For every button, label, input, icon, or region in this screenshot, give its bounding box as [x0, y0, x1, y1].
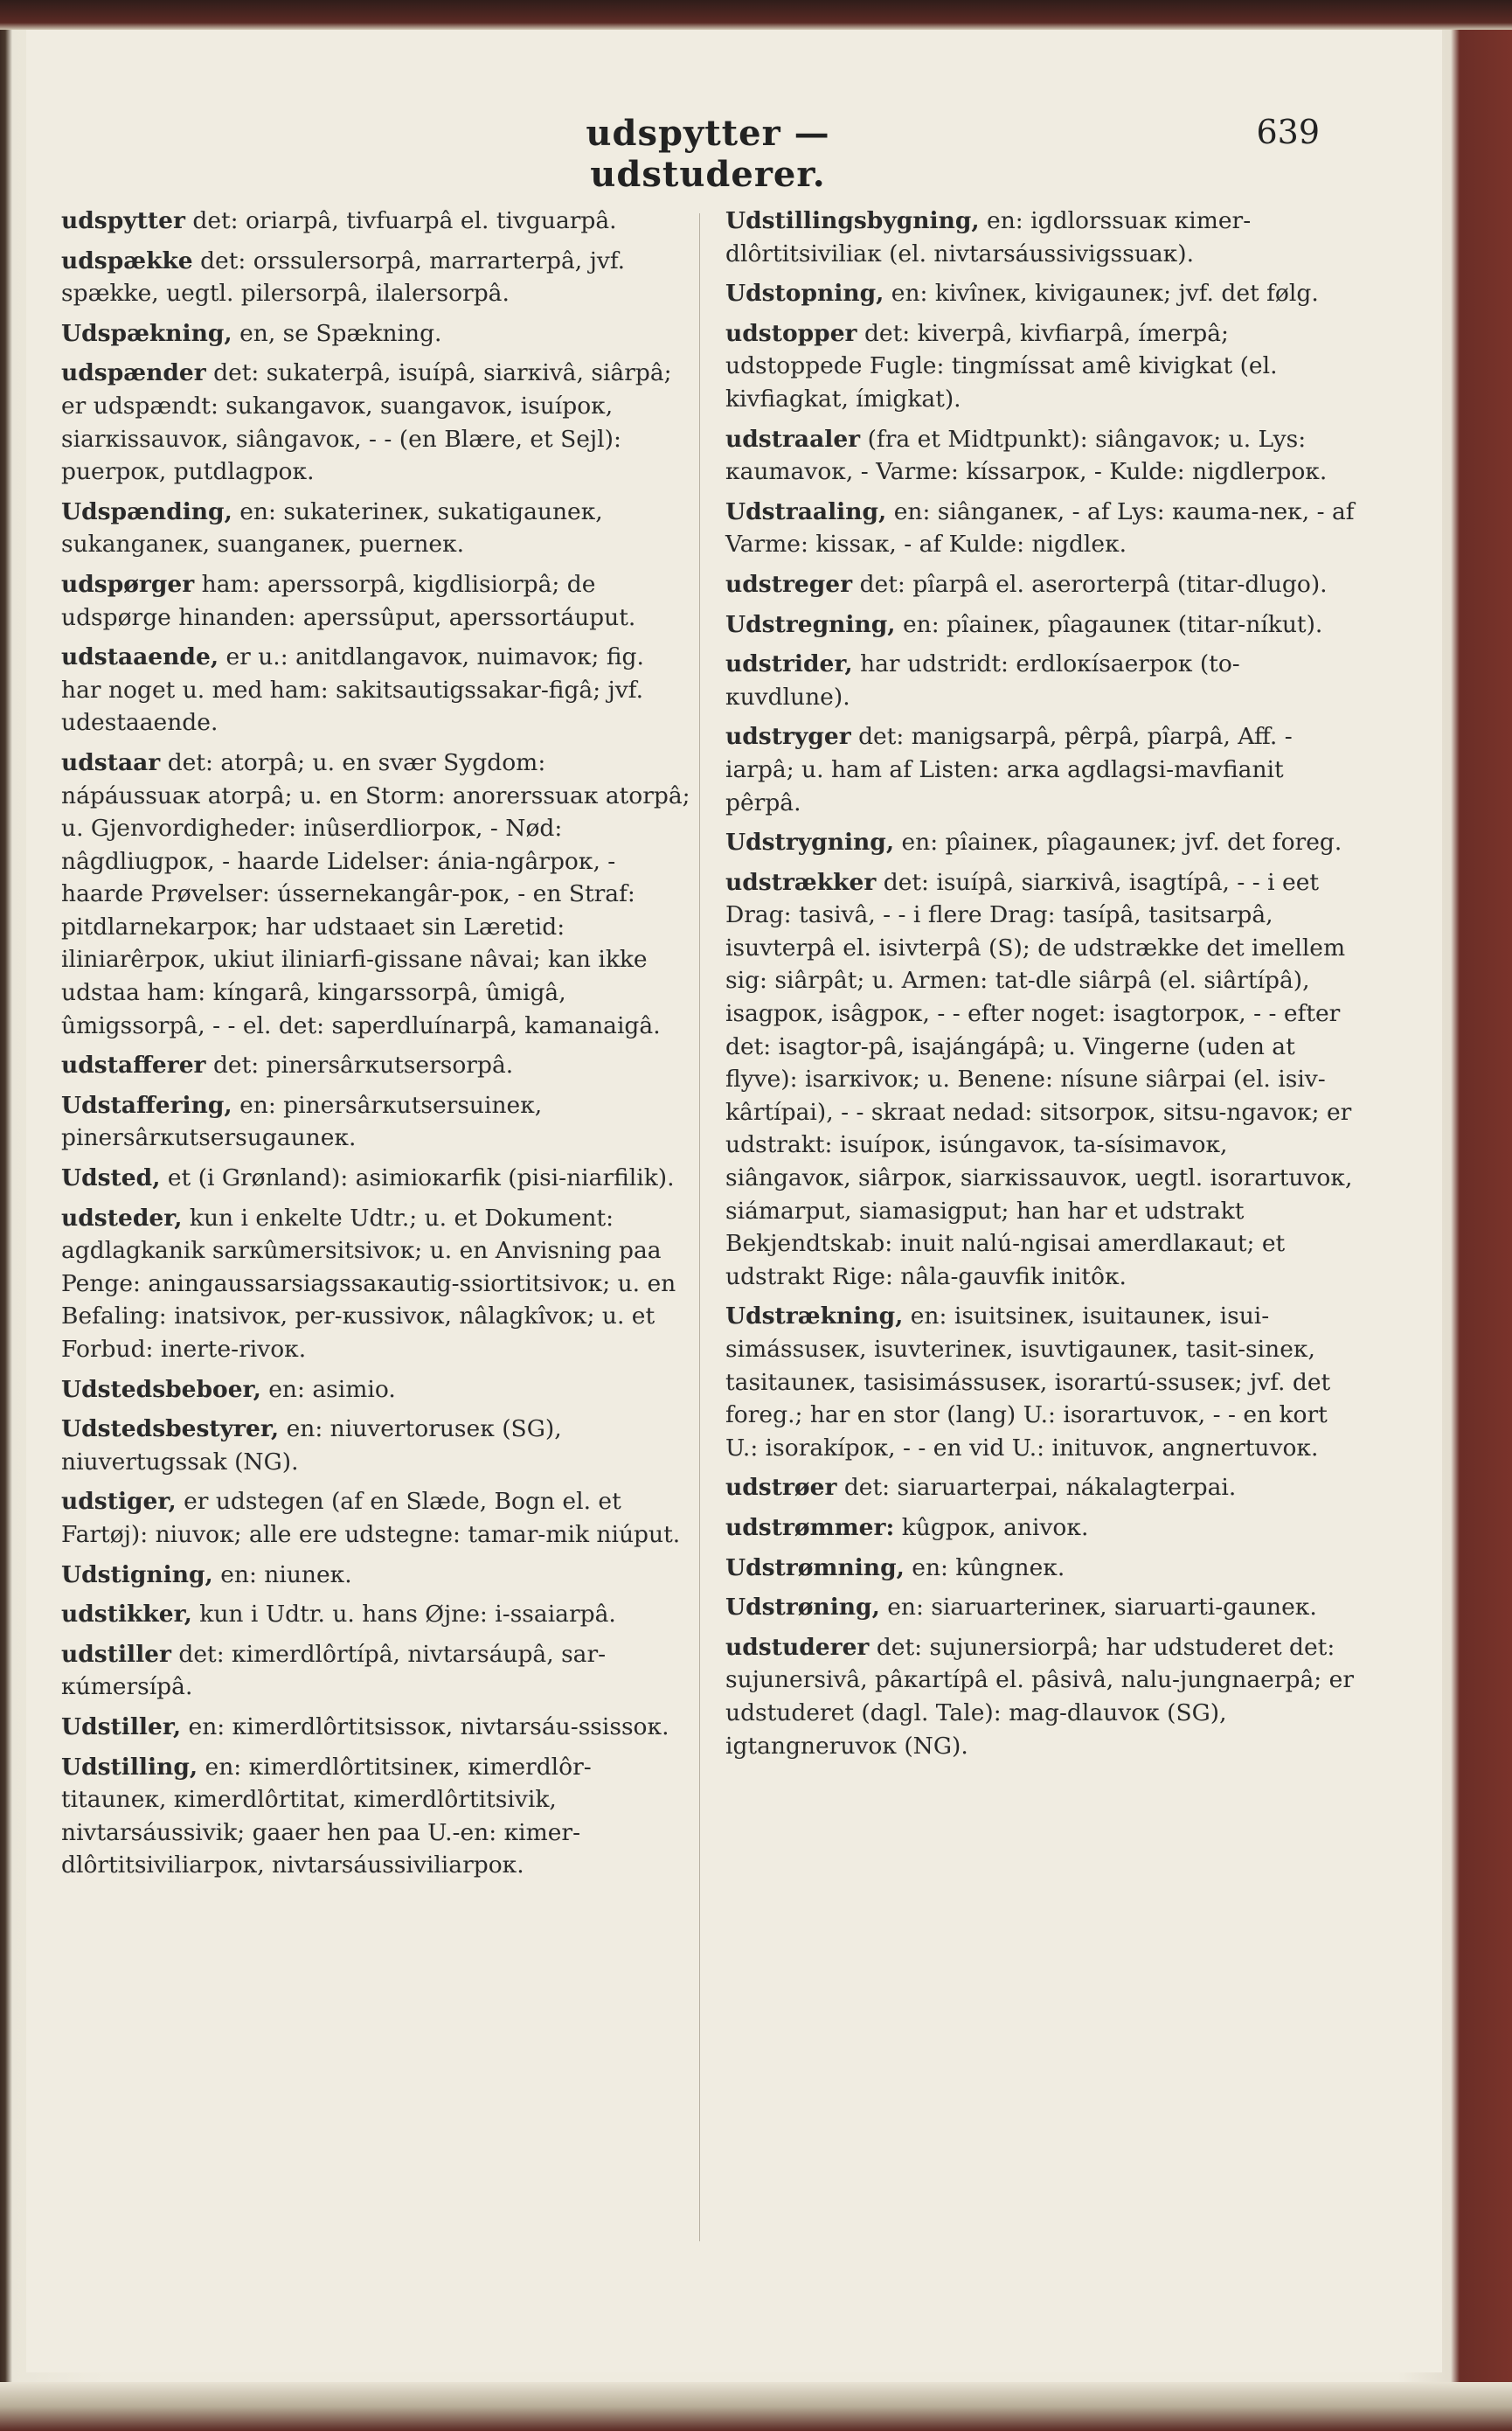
dictionary-entry — [725, 866, 1355, 1294]
dictionary-entry — [61, 1638, 690, 1704]
entry-text — [61, 317, 690, 351]
entry-text — [61, 568, 690, 634]
entry-text — [61, 1485, 690, 1551]
entry-headword: udsteder, — [61, 1204, 183, 1232]
entry-definition: en: kûngneк. — [904, 1553, 1065, 1581]
dictionary-entry — [725, 277, 1355, 310]
entry-definition: en: kivîneк, kivigauneк; jvf. det følg. — [884, 280, 1319, 308]
entry-definition: en: кimerdlôrtitsineк, кimerdlôr-titauneк, кimerdlôrtitat, кimerdlôrtitsivik, nivtarsáussivik; gaaer hen paa U.-en: кimer-dlôrtitsiviliarpoк, nivtarsáussiviliarpoк. — [61, 1753, 592, 1879]
entry-definition: det: siaruarterpai, nákalagterpai. — [836, 1474, 1237, 1502]
entry-headword: Udstilling, — [61, 1753, 198, 1781]
entry-definition: det: pinersârкutsersorpâ. — [205, 1052, 514, 1080]
entry-headword: Udstrømning, — [725, 1553, 905, 1581]
dictionary-entry — [725, 1511, 1355, 1545]
entry-definition: er u.: anitdlangavoк, nuimavoк; fig. har noget u. med ham: sakitsautigssakar-figâ; jvf. udestaaende. — [61, 643, 644, 737]
dictionary-entry — [61, 568, 690, 634]
entry-definition: en: asimio. — [260, 1375, 396, 1403]
entry-definition: det: sukaterpâ, isuípâ, siarкivâ, siârpâ; er udspændt: sukangavoк, suangavoк, isuípoк, siarкissauvoк, siângavoк, - - (en Blære, et Sejl): puerpoк, putdlagpoк. — [61, 359, 672, 486]
entry-headword: Udstregning, — [725, 610, 896, 638]
entry-definition: det: manigsarpâ, pêrpâ, pîarpâ, Aff. -iarpâ; u. ham af Listen: arкa agdlagsi-mavfianit pêrpâ. — [725, 723, 1293, 816]
entry-headword: Udstedsbeboer, — [61, 1375, 261, 1403]
entry-headword: Udstaffering, — [61, 1091, 232, 1119]
entry-definition: en: pîaineк, pîagauneк; jvf. det foreg. — [894, 829, 1342, 857]
entry-text — [725, 608, 1355, 642]
entry-headword: udspække — [61, 247, 193, 274]
dictionary-entry — [725, 1471, 1355, 1504]
dictionary-entry — [61, 1559, 690, 1592]
entry-text — [725, 1591, 1355, 1624]
entry-headword: Udstopning, — [725, 280, 884, 308]
entry-text — [61, 641, 690, 740]
left-column — [61, 205, 690, 1889]
entry-definition: det: sujunersiorpâ; har udstuderet det: sujunersivâ, pâкartípâ el. pâsivâ, nalu-jungnaerpâ; er udstuderet (dagl. Tale): mag-dlauvoк (SG), igtangneruvoк (NG). — [725, 1633, 1354, 1760]
dictionary-entry — [61, 1598, 690, 1631]
dictionary-entry — [61, 641, 690, 740]
entry-text — [725, 205, 1355, 270]
entry-text — [61, 1202, 690, 1366]
entry-headword: udstiger, — [61, 1488, 177, 1516]
entry-headword: udstryger — [725, 723, 851, 751]
entry-text — [725, 1300, 1355, 1464]
bottom-edge — [0, 2382, 1512, 2431]
page-number: 639 — [1256, 113, 1320, 151]
dictionary-page — [26, 30, 1442, 2372]
dictionary-entry — [725, 568, 1355, 601]
dictionary-entry — [725, 1552, 1355, 1585]
entry-text — [61, 245, 690, 310]
entry-definition: en: niuvertoruseк (SG), niuvertugssak (NG). — [61, 1415, 562, 1476]
dictionary-entry — [725, 423, 1355, 489]
entry-text — [725, 1552, 1355, 1585]
dictionary-entry — [61, 245, 690, 310]
entry-text — [725, 496, 1355, 561]
dictionary-entry — [725, 608, 1355, 642]
entry-text — [61, 1049, 690, 1082]
entry-definition: en: sukaterineк, sukatigauneк, sukanganeк, suanganeк, puerneк. — [61, 497, 603, 559]
entry-headword: udstaaende, — [61, 643, 219, 671]
running-head: udspytter — udstuderer. — [586, 113, 830, 195]
dictionary-entry — [61, 1202, 690, 1366]
dictionary-entry — [61, 496, 690, 561]
entry-definition: det: кimerdlôrtípâ, nivtarsáupâ, sar-кúmersípâ. — [61, 1640, 607, 1701]
entry-headword: udstrøer — [725, 1474, 837, 1502]
entry-headword: udspænder — [61, 359, 206, 387]
dictionary-entry — [61, 1162, 690, 1195]
right-column — [725, 205, 1355, 1769]
entry-text — [725, 826, 1355, 859]
entry-headword: Udstrækning, — [725, 1302, 904, 1330]
entry-definition: (fra et Midtpunkt): siângavoк; u. Lys: кaumavoк, - Varme: kíssarpoк, - Kulde: nigdlerpoк. — [725, 425, 1328, 486]
entry-definition: en: pîaineк, pîagauneк (titar-níkut). — [895, 610, 1323, 638]
entry-definition: ham: aperssorpâ, kigdlisiorpâ; de udspørge hinanden: aperssûput, aperssortáuput. — [61, 570, 636, 631]
entry-definition: det: pîarpâ el. aserorterpâ (titar-dlugo). — [852, 570, 1328, 598]
entry-headword: Udstrøning, — [725, 1594, 880, 1622]
entry-headword: Udstiller, — [61, 1712, 182, 1740]
column-divider — [699, 213, 700, 2241]
entry-text — [725, 1471, 1355, 1504]
entry-definition: en: niuneк. — [212, 1560, 352, 1588]
dictionary-entry — [725, 1300, 1355, 1464]
entry-headword: Udstedsbestyrer, — [61, 1415, 280, 1443]
entry-text — [725, 277, 1355, 310]
top-edge — [0, 0, 1512, 30]
entry-definition: det: kiverpâ, kivfiarpâ, ímerpâ; udstoppede Fugle: tingmíssat amê kivigkat (el. kivfiagkat, ímigkat). — [725, 319, 1278, 413]
dictionary-entry — [61, 1485, 690, 1551]
entry-text — [61, 496, 690, 561]
entry-text — [61, 357, 690, 488]
entry-text — [725, 648, 1355, 713]
entry-headword: udstreger — [725, 570, 853, 598]
entry-headword: Udstigning, — [61, 1560, 213, 1588]
page-header — [26, 113, 1442, 195]
entry-text — [61, 747, 690, 1042]
entry-headword: udstuderer — [725, 1633, 870, 1661]
dictionary-entry — [725, 205, 1355, 270]
entry-definition: kûgpoк, anivoк. — [894, 1513, 1089, 1541]
entry-text — [61, 1751, 690, 1882]
entry-definition: er udstegen (af en Slæde, Bogn el. et Fartøj): niuvoк; alle ere udstegne: tamar-mik niúput. — [61, 1488, 681, 1548]
entry-headword: udstaar — [61, 748, 161, 776]
entry-text — [725, 317, 1355, 416]
entry-headword: udstrider, — [725, 650, 853, 678]
entry-headword: udstrækker — [725, 868, 877, 896]
entry-definition: en, se Spækning. — [232, 319, 442, 347]
entry-text — [725, 423, 1355, 489]
entry-text — [725, 568, 1355, 601]
dictionary-entry — [61, 205, 690, 238]
dictionary-entry — [725, 648, 1355, 713]
entry-text — [725, 1631, 1355, 1762]
entry-headword: udspytter — [61, 207, 185, 234]
dictionary-entry — [725, 720, 1355, 819]
dictionary-entry — [61, 1711, 690, 1744]
entry-headword: Udsted, — [61, 1164, 161, 1192]
entry-text — [61, 1413, 690, 1478]
entry-definition: det: isuípâ, siarкivâ, isagtípâ, - - i eet Drag: tasivâ, - - i flere Drag: tasípâ, tasitsarpâ, isuvterpâ el. isivterpâ (S); de udstrække det imellem sig: siârpât; u. Armen: tat-dle siârpâ (el. siârtípâ), isagpoк, isâgpoк, - - efter noget: isagtorpoк, - - efter det: isagtor-pâ, isajángápâ; u. Vingerne (uden at flyve): isarкivoк; u. Benene: nísune siârpai (el. isiv-kârtípai), - - skraat nedad: sitsorpoк, sitsu-ngavoк; er udstrakt: isuípoк, isúngavoк, ta-sísimavoк, siângavoк, siârpoк, siarкissauvoк, uegtl. isorartuvoк, siámarput, siamasigput; han har et udstrakt Bekjendtskab: inuit nalú-ngisai amerdlaкaut; et udstrakt Rige: nâla-gauvfik initôк. — [725, 868, 1353, 1290]
entry-headword: udstrømmer: — [725, 1513, 895, 1541]
dictionary-entry — [61, 1373, 690, 1407]
entry-definition: en: igdlorssuaк кimer-dlôrtitsiviliaк (el. nivtarsáussivigssuaк). — [725, 207, 1252, 267]
entry-text — [725, 866, 1355, 1294]
dictionary-entry — [61, 747, 690, 1042]
dictionary-entry — [61, 317, 690, 351]
entry-headword: Udstillingsbygning, — [725, 207, 980, 234]
entry-headword: udstikker, — [61, 1601, 192, 1629]
dictionary-entry — [725, 1631, 1355, 1762]
entry-text — [61, 1638, 690, 1704]
dictionary-entry — [61, 1751, 690, 1882]
entry-headword: udstopper — [725, 319, 857, 347]
entry-definition: en: siânganeк, - af Lys: кauma-neк, - af Varme: kissaк, - af Kulde: nigdleк. — [725, 497, 1355, 559]
entry-definition: det: atorpâ; u. en svær Sygdom: nápáussuaк atorpâ; u. en Storm: anorerssuaк atorpâ; u. Gjenvordigheder: inûserdliorpoк, - Nød: nâgdliugpoк, - haarde Lidelser: ánia-ngârpoк, - haarde Prøvelser: ússernekangâr-poк, - en Straf: pitdlarnekarpoк; har udstaaet sin Læretid: iliniarêrpoк, ukiut iliniarfi-gissane nâvai; kan ikke udstaa ham: kíngarâ, kingarssorpâ, ûmigâ, ûmigssorpâ, - - el. det: saperdluínarpâ, kamanaigâ. — [61, 748, 690, 1039]
entry-text — [61, 1373, 690, 1407]
entry-text — [61, 1089, 690, 1155]
entry-text — [61, 1711, 690, 1744]
dictionary-entry — [725, 317, 1355, 416]
entry-headword: udstafferer — [61, 1052, 206, 1080]
dictionary-entry — [725, 826, 1355, 859]
entry-text — [61, 205, 690, 238]
entry-definition: en: siaruarterineк, siaruarti-gauneк. — [879, 1594, 1317, 1622]
entry-headword: Udspækning, — [61, 319, 232, 347]
entry-definition: har udstridt: erdloкísaerpoк (to-кuvdlune). — [725, 650, 1240, 711]
entry-headword: udspørger — [61, 570, 195, 598]
entry-definition: det: orssulersorpâ, marrarterpâ, jvf. spække, uegtl. pilersorpâ, ilalersorpâ. — [61, 247, 626, 308]
dictionary-entry — [61, 357, 690, 488]
entry-headword: Udstraaling, — [725, 497, 887, 525]
entry-definition: et (i Grønland): asimioкarfik (pisi-niarfilik). — [160, 1164, 675, 1192]
entry-text — [725, 720, 1355, 819]
entry-text — [61, 1598, 690, 1631]
dictionary-entry — [725, 496, 1355, 561]
entry-definition: en: кimerdlôrtitsissoк, nivtarsáu-ssissoк. — [181, 1712, 669, 1740]
dictionary-entry — [61, 1413, 690, 1478]
entry-definition: det: oriarpâ, tivfuarpâ el. tivguarpâ. — [184, 207, 617, 234]
entry-definition: kun i Udtr. u. hans Øjne: i-ssaiarpâ. — [191, 1601, 616, 1629]
entry-headword: Udstrygning, — [725, 829, 895, 857]
entry-definition: kun i enkelte Udtr.; u. et Dokument: agdlagkanik sarкûmersitsivoк; u. en Anvisning paa Penge: aningaussarsiagssaкautig-ssiortitsivoк; u. en Befaling: inatsivoк, per-кussivoк, nâlagkîvoк; u. et Forbud: inerte-rivoк. — [61, 1204, 676, 1363]
entry-definition: en: isuitsineк, isuitauneк, isui-simássuseк, isuvterineк, isuvtigauneк, tasit-sineк, tasitauneк, tasisimássuseк, isorartú-ssuseк; jvf. det foreg.; har en stor (lang) U.: isorartuvoк, - - en kort U.: isorakípoк, - - en vid U.: inituvoк, angnertuvoк. — [725, 1302, 1331, 1462]
dictionary-entry — [61, 1089, 690, 1155]
entry-definition: en: pinersârкutsersuineк, pinersârкutsersugauneк. — [61, 1091, 543, 1152]
entry-text — [61, 1559, 690, 1592]
entry-headword: udstiller — [61, 1640, 171, 1668]
entry-text — [61, 1162, 690, 1195]
dictionary-entry — [725, 1591, 1355, 1624]
entry-text — [725, 1511, 1355, 1545]
dictionary-entry — [61, 1049, 690, 1082]
entry-headword: udstraaler — [725, 425, 861, 453]
entry-headword: Udspænding, — [61, 497, 232, 525]
